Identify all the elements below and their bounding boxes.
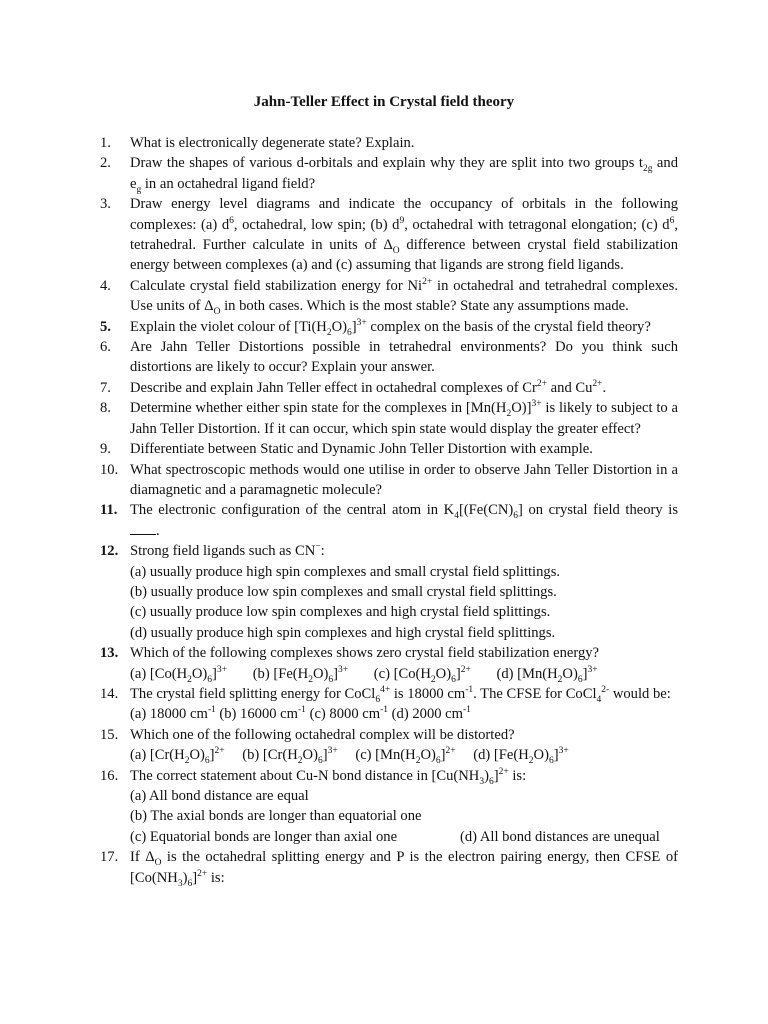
question-number: 8. [100,400,111,417]
option-b: (b) The axial bonds are longer than equatorial one [130,808,422,825]
question-13 [100,643,678,684]
question-text: Calculate crystal field stabilization energy for $Ni^{2+}$ in octahedral and tetrahedral complexes. Use units of $\Delta_O$ in both cases. Which is the most stable? State any assumptions made. [130,276,678,318]
option-a: (a) $[Co(H_2O)_6]^{3+}$ [130,664,228,685]
option-d: (d) $[Fe(H_2O)_6]^{3+}$ [473,746,569,767]
question-number: 11. [100,502,118,519]
option-b: (b) $[Cr(H_2O)_6]^{3+}$ [242,746,338,767]
question-text: Strong field ligands such as CN−: [130,542,325,560]
option-c: (c) $[Mn(H_2O)_6]^{2+}$ [355,746,456,767]
question-text: The crystal field splitting energy for CoCl$_6^{4+}$ is 18000 $cm^{-1}$. The CFSE for CoCl$_4^{2-}$ would be: (a) 18000 $cm^{-1}$ (b) 16000 $cm^{-1}$ (c) 8000 $cm^{-1}$ (d) 2000 $cm^{-1}$ [130,685,671,723]
question-number: 13. [100,645,119,662]
question-text: What spectroscopic methods would one utilise in order to observe Jahn Teller Distortion in a diamagnetic and a paramagnetic molecule? [130,461,678,498]
question-14 [100,684,678,725]
options-row [130,745,678,765]
question-2 [100,153,678,194]
question-text: What is electronically degenerate state? Explain. [130,135,415,151]
question-number: 12. [100,543,119,560]
option-c: (c) usually produce low spin complexes and high crystal field splittings. [130,604,551,621]
question-7 [100,378,678,398]
option-d: (d) $[Mn(H_2O)_6]^{3+}$ [496,664,598,685]
question-8 [100,398,678,439]
question-text: Explain the violet colour of $[Ti(H_2O)_6]^{3+}$ complex on the basis of the crystal field theory? [130,317,651,338]
option-a: (a) $[Cr(H_2O)_6]^{2+}$ [130,746,225,767]
option-b: (b) $[Fe(H_2O)_6]^{3+}$ [252,664,349,685]
options-row [130,827,678,847]
question-number: 5. [100,318,111,335]
question-12 [100,541,678,643]
question-number: 4. [100,277,111,294]
question-text: The electronic configuration of the central atom in $K_4[(Fe(CN)_6]$ on crystal field theory is . [130,502,679,539]
question-text: Describe and explain Jahn Teller effect in octahedral complexes of $Cr^{2+}$ and $Cu^{2+}$. [130,379,607,396]
question-list [100,133,678,888]
page-title: Jahn-Teller Effect in Crystal field theory [253,94,515,110]
question-text: Draw energy level diagrams and indicate the occupancy of orbitals in the following complexes: (a) $d^6$, octahedral, low spin; (b) $d^9$, octahedral with tetragonal elongation; (c) $d^6$, tetrahedral. Further calculate in units of $\Delta_O$ difference between crystal field stabilization energy between complexes (a) and (c) assuming that ligands are strong field ligands. [130,196,678,274]
option-d: (d) All bond distances are unequal [460,828,660,845]
question-number: 1. [100,135,111,151]
question-text: Determine whether either spin state for the complexes in $[Mn(H_2O)]^{3+}$ is likely to subject to a Jahn Teller Distortion. If it can occur, which spin state would display the greater effect? [130,399,678,437]
options-row [130,786,678,827]
question-text: The correct statement about Cu-N bond distance in $[Cu(NH_3)_6]^{2+}$ is: [130,766,527,787]
question-text: Which of the following complexes shows zero crystal field stabilization energy? [130,645,600,662]
answer-blank [130,522,156,535]
question-9 [100,439,678,459]
question-text: Differentiate between Static and Dynamic John Teller Distortion with example. [130,441,593,458]
question-text: If $\Delta_O$ is the octahedral splitting energy and P is the electron pairing energy, then CFSE of $[Co(NH_3)_6]^{2+}$ is: [130,849,678,889]
question-10 [100,460,678,501]
question-1 [100,133,678,153]
question-16 [100,766,678,848]
option-c: (c) $[Co(H_2O)_6]^{2+}$ [373,664,471,685]
question-text: Which one of the following octahedral complex will be distorted? [130,726,515,743]
question-number: 7. [100,379,111,396]
question-number: 2. [100,155,111,172]
option-d: (d) usually produce high spin complexes and high crystal field splittings. [130,624,556,641]
question-number: 6. [100,339,111,356]
question-number: 16. [100,767,119,784]
option-a: (a) All bond distance are equal [130,788,309,804]
question-text: Draw the shapes of various d-orbitals and explain why they are split into two groups $t_{2g}$ and $e_g$ in an octahedral ligand field? [130,155,678,195]
question-3 [100,194,678,276]
question-15 [100,725,678,766]
question-number: 10. [100,461,119,478]
question-number: 14. [100,685,119,702]
question-11 [100,500,678,541]
question-17 [100,847,678,888]
option-c: (c) Equatorial bonds are longer than axial one [130,828,398,845]
question-number: 15. [100,726,119,743]
question-text: Are Jahn Teller Distortions possible in tetrahedral environments? Do you think such distortions are likely to occur? Explain your answer. [130,339,678,376]
question-number: 3. [100,196,111,213]
question-4 [100,276,678,317]
question-number: 9. [100,441,111,458]
question-6 [100,337,678,378]
question-number: 17. [100,849,119,866]
options-row [130,664,678,684]
option-b: (b) usually produce low spin complexes and small crystal field splittings. [130,583,557,600]
question-5 [100,317,678,337]
option-a: (a) usually produce high spin complexes and small crystal field splittings. [130,563,561,580]
